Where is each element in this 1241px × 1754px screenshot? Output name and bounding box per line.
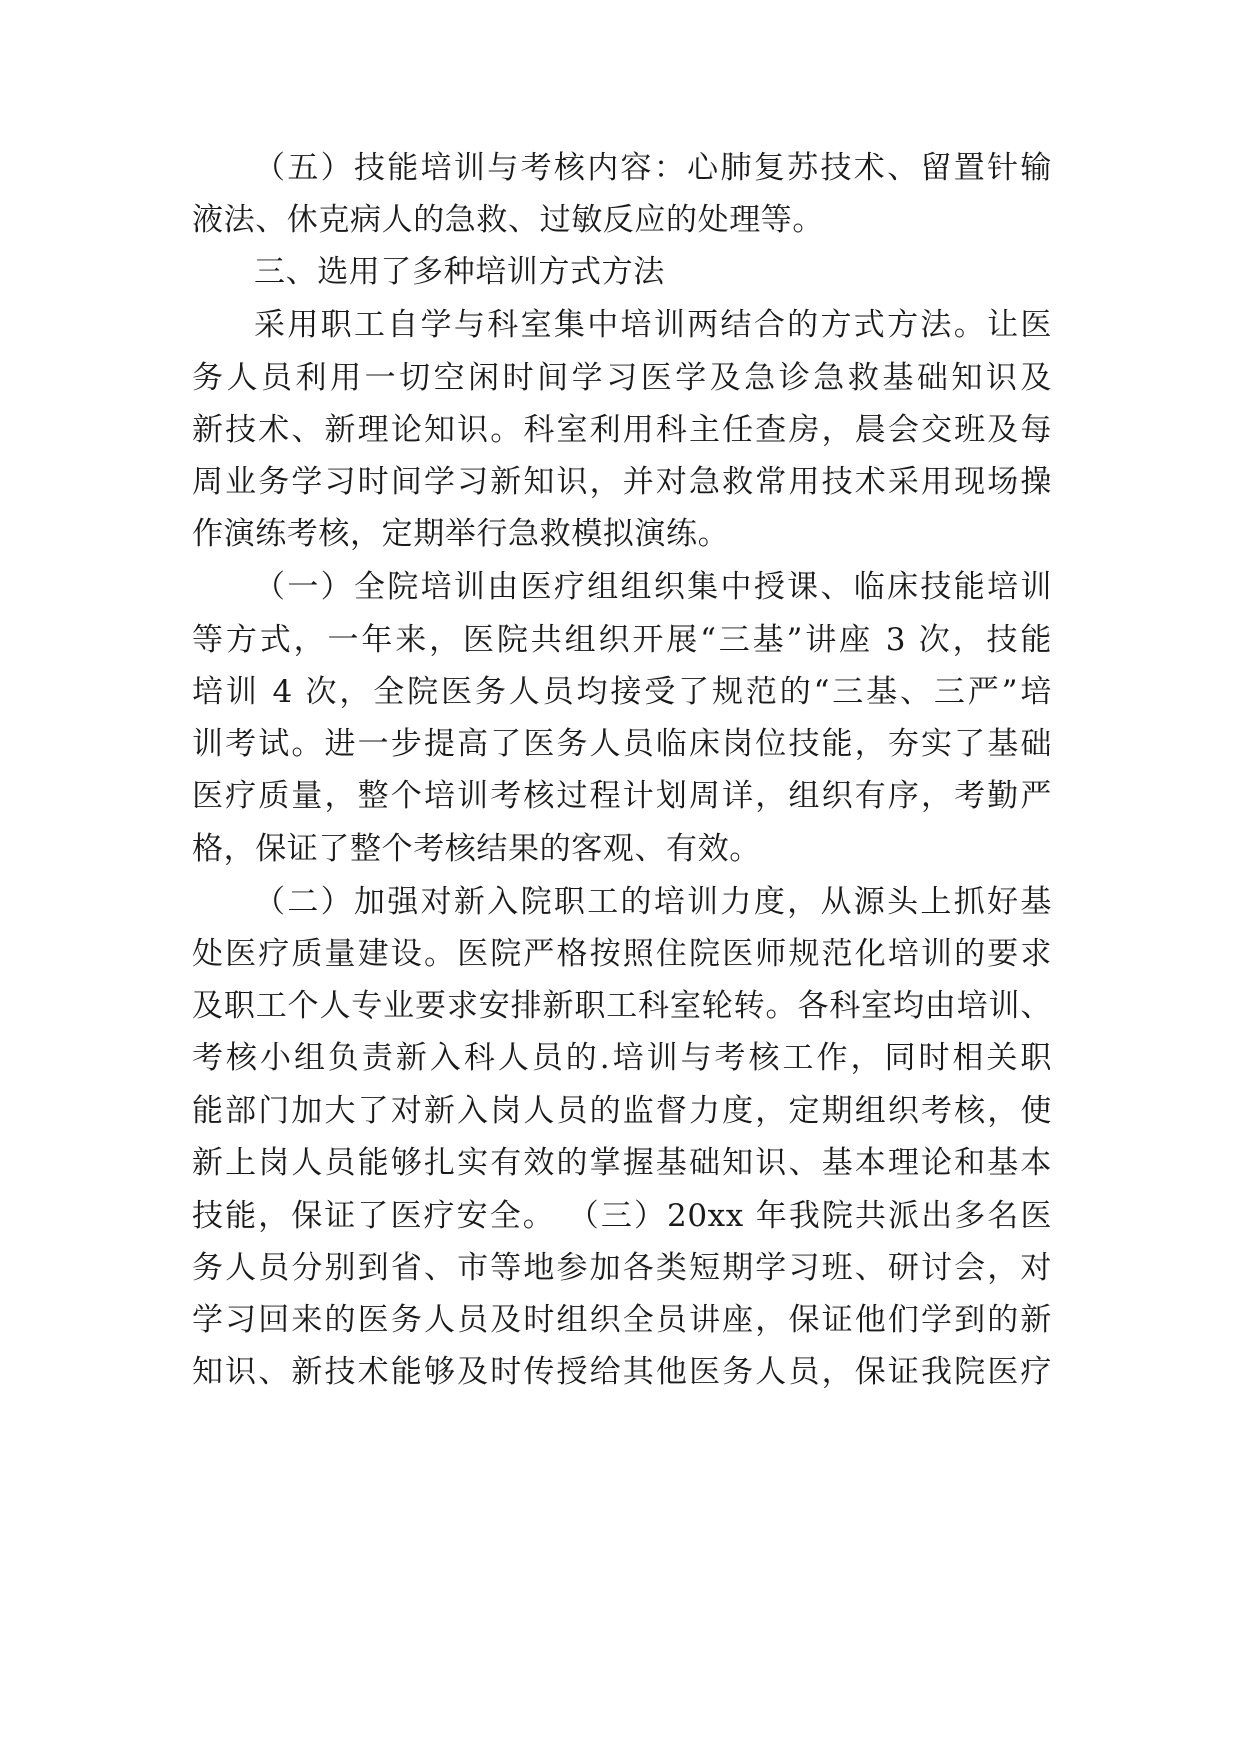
text-line: 医疗质量，整个培训考核过程计划周详，组织有序，考勤严 bbox=[192, 778, 1052, 814]
text-line: 液法、休克病人的急救、过敏反应的处理等。 bbox=[192, 202, 824, 238]
text-line: 培训 4 次，全院医务人员均接受了规范的“三基、三严”培 bbox=[192, 674, 1052, 710]
text-line: 新技术、新理论知识。科室利用科主任查房，晨会交班及每 bbox=[192, 412, 1052, 448]
text-line: 务人员分别到省、市等地参加各类短期学习班、研讨会，对 bbox=[192, 1250, 1052, 1286]
text-line: 及职工个人专业要求安排新职工科室轮转。各科室均由培训、 bbox=[192, 988, 1052, 1024]
text-line: （五）技能培训与考核内容：心肺复苏技术、留置针输 bbox=[254, 150, 1052, 186]
text-line: 新上岗人员能够扎实有效的掌握基础知识、基本理论和基本 bbox=[192, 1145, 1052, 1181]
text-line: 训考试。进一步提高了医务人员临床岗位技能，夯实了基础 bbox=[192, 726, 1052, 762]
text-line: 知识、新技术能够及时传授给其他医务人员，保证我院医疗 bbox=[192, 1354, 1052, 1390]
text-line: 等方式，一年来，医院共组织开展“三基”讲座 3 次，技能 bbox=[192, 622, 1052, 658]
text-line: 技能，保证了医疗安全。 （三）20xx 年我院共派出多名医 bbox=[192, 1198, 1052, 1234]
text-line: （一）全院培训由医疗组组织集中授课、临床技能培训 bbox=[254, 569, 1052, 605]
text-line: 采用职工自学与科室集中培训两结合的方式方法。让医 bbox=[254, 307, 1052, 343]
text-line: 周业务学习时间学习新知识，并对急救常用技术采用现场操 bbox=[192, 464, 1052, 500]
text-line: 能部门加大了对新入岗人员的监督力度，定期组织考核，使 bbox=[192, 1093, 1052, 1129]
text-line: 处医疗质量建设。医院严格按照住院医师规范化培训的要求 bbox=[192, 936, 1052, 972]
section-heading: 三、选用了多种培训方式方法 bbox=[254, 254, 665, 290]
text-line: 务人员利用一切空闲时间学习医学及急诊急救基础知识及 bbox=[192, 360, 1052, 396]
text-line: 考核小组负责新入科人员的.培训与考核工作，同时相关职 bbox=[192, 1040, 1052, 1076]
text-line: 作演练考核，定期举行急救模拟演练。 bbox=[192, 516, 730, 552]
text-line: （二）加强对新入院职工的培训力度，从源头上抓好基 bbox=[254, 884, 1052, 920]
text-line: 学习回来的医务人员及时组织全员讲座，保证他们学到的新 bbox=[192, 1302, 1052, 1338]
text-line: 格，保证了整个考核结果的客观、有效。 bbox=[192, 831, 761, 867]
